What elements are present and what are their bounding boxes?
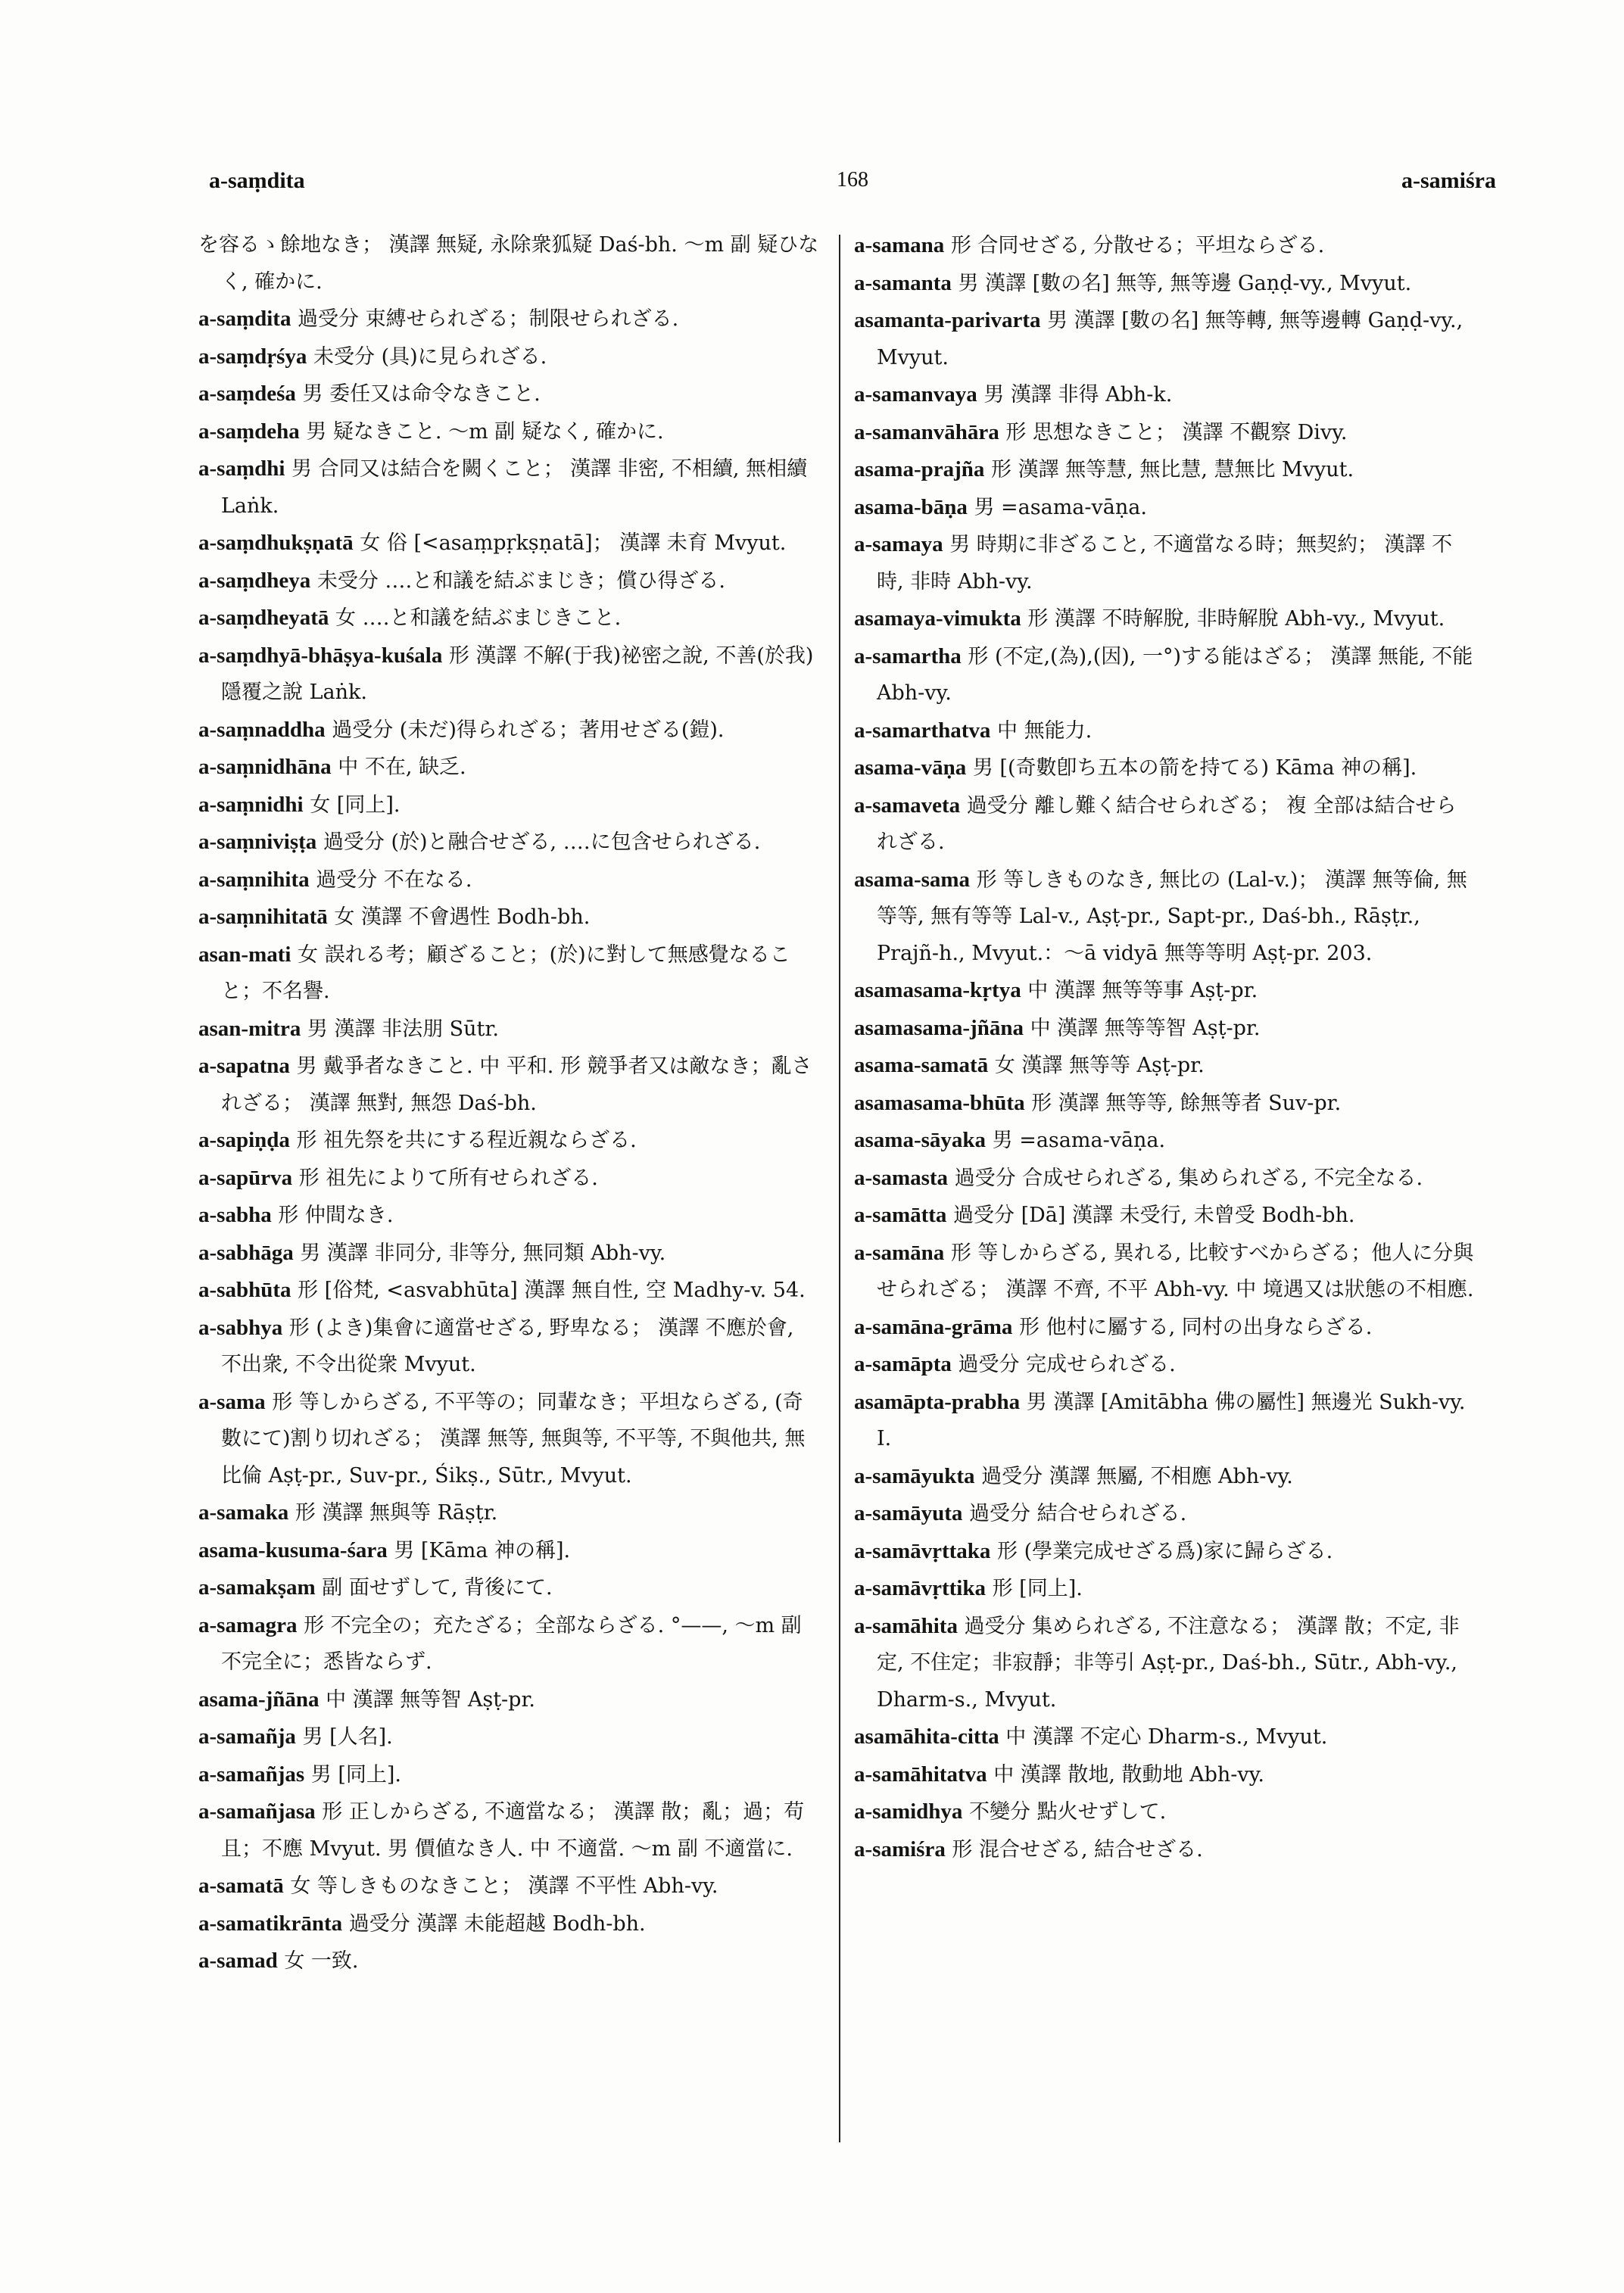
- dictionary-entry: [198, 227, 819, 301]
- dictionary-entry: [198, 1011, 819, 1048]
- entry-definition: 男 漢譯 非法朋 Sūtr.: [307, 1017, 499, 1041]
- entry-headword: asan-mati: [198, 942, 291, 967]
- entry-headword: asama-kusuma-śara: [198, 1537, 388, 1562]
- entry-definition: 未受分 ‥‥と和議を結ぶまじき；償ひ得ざる.: [316, 569, 726, 593]
- entry-definition: 形 祖先祭を共にする程近親ならざる.: [296, 1129, 637, 1152]
- entry-definition: 形 等しからざる, 異れる, 比較すべからざる；他人に分與せられざる； 漢譯 不齊, 不平 Abh-vy. 中 境遇又は狀態の不相應.: [877, 1241, 1474, 1301]
- dictionary-entry: [198, 1868, 819, 1905]
- dictionary-entry: [854, 376, 1475, 414]
- entry-definition: 形 祖先によりて所有せられざる.: [298, 1166, 598, 1190]
- entry-headword: a-samāna: [854, 1240, 945, 1265]
- entry-definition: 形 混合せざる, 結合せざる.: [952, 1837, 1203, 1862]
- entry-headword: asamāpta-prabha: [854, 1389, 1021, 1414]
- entry-headword: a-samiśra: [854, 1837, 946, 1862]
- entry-definition: 不變分 點火せずして.: [969, 1800, 1167, 1824]
- entry-headword: a-sabhya: [198, 1315, 283, 1340]
- dictionary-entry: [854, 1085, 1475, 1123]
- entry-headword: a-samagra: [198, 1612, 298, 1637]
- entry-definition: 中 漢譯 無等等智 Aṣṭ-pr.: [1030, 1016, 1261, 1040]
- dictionary-entry: [198, 1532, 819, 1570]
- entry-headword: a-saṃdhyā-bhāṣya-kuśala: [198, 643, 443, 668]
- dictionary-entry: [198, 1905, 819, 1943]
- dictionary-entry: [854, 749, 1475, 787]
- entry-definition: 未受分 (具)に見られざる.: [313, 344, 547, 369]
- entry-definition: 形 漢譯 無等慧, 無比慧, 慧無比 Mvyut.: [990, 458, 1354, 481]
- entry-definition: 形 他村に屬する, 同村の出身ならざる.: [1019, 1315, 1373, 1339]
- dictionary-entry: [198, 637, 819, 712]
- dictionary-entry: [854, 1309, 1475, 1347]
- entry-definition: 男 合同又は結合を闕くこと； 漢譯 非密, 不相續, 無相續 Laṅk.: [221, 457, 808, 518]
- entry-headword: asama-samatā: [854, 1053, 989, 1077]
- entry-headword: asamasama-bhūta: [854, 1090, 1025, 1115]
- entry-definition: 男 =asama-vāṇa.: [992, 1129, 1166, 1152]
- dictionary-entry: [854, 1793, 1475, 1831]
- entry-headword: a-samasta: [854, 1165, 949, 1190]
- dictionary-entry: [198, 1048, 819, 1122]
- dictionary-entry: [198, 1310, 819, 1384]
- dictionary-entry: [854, 638, 1475, 712]
- dictionary-entry: [198, 338, 819, 376]
- entry-headword: asamaya-vimukta: [854, 606, 1021, 631]
- entry-headword: asamanta-parivarta: [854, 308, 1041, 332]
- page-number: 168: [837, 168, 868, 192]
- entry-definition: 過受分 束縛せられざる；制限せられざる.: [298, 307, 679, 331]
- entry-definition: 形 不完全の；充たざる；全部ならざる. °——, ～m 副 不完全に；悉皆ならず.: [221, 1613, 802, 1674]
- entry-definition: 過受分 漢譯 未能超越 Bodh-bh.: [348, 1911, 646, 1936]
- entry-definition: 形 等しきものなき, 無比の (Lal-v.)； 漢譯 無等倫, 無等等, 無有等等 Lal-v., Aṣṭ-pr., Sapt-pr., Daś-bh., Rāṣṭr., Prajñ-h., Mvyut.：～ā vidyā 無等等明 Aṣṭ-pr. 203.: [877, 868, 1467, 965]
- entry-headword: a-sabha: [198, 1203, 272, 1227]
- dictionary-entry: [854, 451, 1475, 489]
- entry-headword: a-samāvṛttika: [854, 1576, 986, 1600]
- entry-definition: 中 漢譯 無等智 Aṣṭ-pr.: [326, 1687, 535, 1712]
- entry-definition: 過受分 (未だ)得られざる；著用せざる(鎧).: [332, 718, 725, 742]
- entry-definition: 男 [(奇數卽ち五本の箭を持てる) Kāma 神の稱].: [972, 756, 1417, 780]
- entry-definition: 過受分 完成せられざる.: [958, 1353, 1176, 1376]
- dictionary-entry: [198, 1160, 819, 1198]
- dictionary-entry: [854, 1831, 1475, 1869]
- entry-headword: asan-mitra: [198, 1016, 301, 1041]
- header-left-headword: a-saṃdita: [209, 168, 305, 193]
- entry-headword: a-samāvṛttaka: [854, 1538, 991, 1563]
- dictionary-entry: [854, 1495, 1475, 1533]
- entry-definition: 女 誤れる考；顧ざること；(於)に對して無感覺なること；不名譽.: [221, 942, 790, 1003]
- entry-definition: 中 漢譯 無等等事 Aṣṭ-pr.: [1027, 979, 1258, 1002]
- entry-headword: asamāhita-citta: [854, 1724, 999, 1749]
- entry-definition: 男 漢譯 非得 Abh-k.: [983, 383, 1173, 407]
- dictionary-entry: [854, 1570, 1475, 1608]
- dictionary-entry: [854, 1533, 1475, 1571]
- entry-headword: a-samāyuta: [854, 1501, 963, 1525]
- entry-headword: a-saṃdheyatā: [198, 606, 329, 630]
- entry-definition: 過受分 漢譯 無屬, 不相應 Abh-vy.: [981, 1464, 1293, 1488]
- dictionary-entry: [198, 375, 819, 413]
- entry-headword: a-sabhūta: [198, 1278, 291, 1302]
- entry-headword: a-saṃnihitatā: [198, 905, 328, 929]
- dictionary-entry: [854, 1458, 1475, 1496]
- entry-definition: 形 思想なきこと； 漢譯 不觀察 Divy.: [1005, 420, 1348, 444]
- entry-headword: asamasama-jñāna: [854, 1015, 1024, 1040]
- entry-definition: 副 面せずして, 背後にて.: [322, 1576, 553, 1600]
- entry-headword: a-samañjas: [198, 1762, 305, 1787]
- entry-headword: a-samaveta: [854, 793, 961, 818]
- entry-definition: 男 漢譯 [數の名] 無等, 無等邊 Gaṇḍ-vy., Mvyut.: [958, 271, 1412, 295]
- entry-definition: 過受分 (於)と融合せざる, ‥‥に包含せられざる.: [323, 830, 761, 854]
- entry-headword: a-saṃnaddha: [198, 717, 326, 742]
- dictionary-entry: [198, 450, 819, 525]
- dictionary-entry: [854, 489, 1475, 527]
- entry-definition: 男 [人名].: [302, 1725, 393, 1749]
- dictionary-entry: [198, 1384, 819, 1495]
- entry-headword: a-saṃnidhi: [198, 792, 304, 817]
- entry-definition: 形 (よき)集會に適當せざる, 野卑なる； 漢譯 不應於會, 不出衆, 不令出從衆 Mvyut.: [221, 1316, 794, 1376]
- entry-headword: a-samakṣam: [198, 1575, 316, 1600]
- column-divider: [839, 235, 840, 2142]
- dictionary-entry: [854, 302, 1475, 376]
- entry-headword: a-samāna-grāma: [854, 1314, 1013, 1339]
- entry-definition: 形 (不定,(為),(因), 一°)する能はざる； 漢譯 無能, 不能 Abh-vy.: [877, 644, 1473, 705]
- entry-headword: a-samidhya: [854, 1799, 963, 1824]
- entry-definition: 形 仲間なき.: [278, 1204, 394, 1227]
- entry-headword: a-samatā: [198, 1874, 284, 1898]
- entry-headword: a-saṃdita: [198, 307, 291, 331]
- entry-definition: 形 漢譯 無與等 Rāṣṭr.: [295, 1501, 498, 1525]
- entry-definition: 女 俗 [<asaṃpṛkṣṇatā]； 漢譯 未育 Mvyut.: [360, 531, 787, 555]
- entry-definition: 女 等しきものなきこと； 漢譯 不平性 Abh-vy.: [290, 1874, 718, 1898]
- entry-definition: 男 [同上].: [310, 1762, 401, 1787]
- entry-definition: 女 一致.: [284, 1949, 359, 1973]
- entry-headword: a-saṃdhi: [198, 456, 285, 481]
- right-column: [854, 227, 1475, 1868]
- dictionary-entry: [854, 227, 1475, 265]
- entry-headword: a-sapiṇḍa: [198, 1128, 290, 1152]
- entry-headword: a-samad: [198, 1949, 278, 1973]
- entry-headword: asama-prajña: [854, 457, 985, 481]
- dictionary-entry: [198, 824, 819, 861]
- entry-headword: a-samātta: [854, 1203, 947, 1227]
- entry-definition: 男 [Kāma 神の稱].: [394, 1538, 571, 1562]
- entry-definition: 女 漢譯 不會遇性 Bodh-bh.: [334, 905, 591, 929]
- entry-definition: 形 正しからざる, 不適當なる； 漢譯 散；亂；過；苟且；不應 Mvyut. 男 價値なき人. 中 不適當. ～m 副 不適當に.: [221, 1800, 805, 1861]
- header-right-headword: a-samiśra: [1401, 168, 1496, 193]
- entry-headword: a-samaya: [854, 532, 943, 556]
- entry-headword: a-saṃdhukṣṇatā: [198, 531, 354, 555]
- entry-definition: 形 漢譯 不解(于我)祕密之說, 不善(於我)隱覆之說 Laṅk.: [221, 643, 814, 704]
- dictionary-entry: [198, 413, 819, 451]
- entry-definition: 男 時期に非ざること, 不適當なる時；無契約； 漢譯 不時, 非時 Abh-vy.: [877, 533, 1453, 594]
- entry-headword: a-saṃdeha: [198, 419, 300, 444]
- entry-definition: 過受分 合成せられざる, 集められざる, 不完全なる.: [954, 1166, 1423, 1190]
- dictionary-entry: [854, 712, 1475, 750]
- entry-headword: a-saṃdheya: [198, 568, 311, 593]
- entry-headword: a-saṃniviṣṭa: [198, 830, 317, 854]
- entry-definition: 形 [俗梵, <asvabhūta] 漢譯 無自性, 空 Madhy-v. 54.: [298, 1279, 806, 1302]
- entry-definition: 女 ‥‥と和議を結ぶまじきこと.: [335, 606, 622, 630]
- dictionary-entry: [854, 526, 1475, 600]
- entry-definition: 男 漢譯 非同分, 非等分, 無同類 Abh-vy.: [300, 1241, 666, 1265]
- entry-definition: 男 疑なきこと. ～m 副 疑なく, 確かに.: [306, 419, 664, 444]
- running-header: [209, 168, 1496, 206]
- entry-definition: 形 漢譯 不時解脫, 非時解脫 Abh-vy., Mvyut.: [1027, 607, 1445, 631]
- entry-definition: 男 漢譯 [Amitābha 佛の屬性] 無邊光 Sukh-vy. I.: [877, 1390, 1466, 1450]
- dictionary-entry: [198, 1494, 819, 1532]
- dictionary-entry: [198, 712, 819, 749]
- dictionary-entry: [854, 1384, 1475, 1458]
- entry-headword: a-samañja: [198, 1724, 296, 1749]
- dictionary-entry: [198, 899, 819, 936]
- dictionary-entry: [198, 525, 819, 562]
- dictionary-entry: [854, 1756, 1475, 1794]
- entry-headword: asamasama-kṛtya: [854, 978, 1021, 1002]
- entry-headword: a-sama: [198, 1389, 266, 1414]
- entry-headword: a-saṃdṛśya: [198, 344, 307, 369]
- dictionary-entry: [198, 1607, 819, 1681]
- entry-headword: a-saṃdeśa: [198, 382, 296, 406]
- entry-definition: 過受分 結合せられざる.: [968, 1502, 1187, 1525]
- dictionary-entry: [198, 1756, 819, 1794]
- dictionary-entry: [198, 1943, 819, 1980]
- dictionary-entry: [198, 1197, 819, 1235]
- entry-headword: a-samanvaya: [854, 382, 977, 407]
- dictionary-entry: [198, 749, 819, 787]
- entry-definition: 中 漢譯 不定心 Dharm-s., Mvyut.: [1005, 1725, 1328, 1749]
- entry-definition: 中 漢譯 散地, 散動地 Abh-vy.: [993, 1762, 1264, 1787]
- entry-headword: a-samañjasa: [198, 1799, 316, 1824]
- entry-definition: 女 漢譯 無等等 Aṣṭ-pr.: [994, 1054, 1205, 1077]
- dictionary-entry: [854, 1346, 1475, 1384]
- dictionary-entry: [854, 1608, 1475, 1719]
- entry-definition: 男 漢譯 [數の名] 無等轉, 無等邊轉 Gaṇḍ-vy., Mvyut.: [877, 309, 1463, 369]
- dictionary-entry: [198, 787, 819, 824]
- dictionary-entry: [854, 414, 1475, 452]
- dictionary-entry: [854, 1197, 1475, 1235]
- dictionary-entry: [854, 1047, 1475, 1085]
- entry-headword: a-sapatna: [198, 1054, 290, 1078]
- entry-headword: a-samāhita: [854, 1613, 958, 1638]
- entry-headword: a-samāyukta: [854, 1463, 975, 1488]
- entry-headword: a-samāpta: [854, 1352, 952, 1376]
- left-column: [198, 227, 819, 1980]
- entry-definition: 過受分 不在なる.: [316, 868, 472, 892]
- entry-definition: 形 漢譯 無等等, 餘無等者 Suv-pr.: [1031, 1091, 1342, 1115]
- entry-definition: 男 戴爭者なきこと. 中 平和. 形 競爭者又は敵なき；亂されざる； 漢譯 無對, 無怨 Daś-bh.: [221, 1055, 812, 1115]
- entry-headword: asama-bāṇa: [854, 494, 968, 519]
- entry-headword: a-samana: [854, 233, 945, 257]
- dictionary-entry: [198, 1569, 819, 1607]
- dictionary-entry: [854, 787, 1475, 861]
- dictionary-entry: [198, 301, 819, 338]
- dictionary-entry: [854, 1718, 1475, 1756]
- dictionary-entry: [198, 562, 819, 600]
- entry-definition: 中 無能力.: [997, 718, 1093, 743]
- entry-headword: a-samatikrānta: [198, 1911, 343, 1936]
- entry-definition: 女 [同上].: [310, 793, 401, 817]
- dictionary-entry: [854, 1235, 1475, 1309]
- entry-headword: asama-vāṇa: [854, 756, 967, 780]
- dictionary-entry: [854, 600, 1475, 638]
- entry-headword: a-saṃnidhāna: [198, 755, 332, 779]
- dictionary-entry: [854, 972, 1475, 1010]
- dictionary-entry: [854, 1122, 1475, 1160]
- entry-headword: a-samāhitatva: [854, 1762, 987, 1787]
- dictionary-entry: [198, 1272, 819, 1310]
- entry-headword: asama-sama: [854, 867, 971, 892]
- dictionary-entry: [198, 600, 819, 637]
- dictionary-entry: [198, 1718, 819, 1756]
- entry-headword: asama-sāyaka: [854, 1128, 987, 1152]
- entry-definition: を容るゝ餘地なき； 漢譯 無疑, 永除衆狐疑 Daś-bh. ～m 副 疑ひなく, 確かに.: [198, 233, 819, 294]
- entry-definition: 過受分 離し難く結合せられざる； 複 全部は結合せられざる.: [877, 793, 1457, 854]
- entry-headword: a-saṃnihita: [198, 867, 310, 892]
- entry-headword: a-sapūrva: [198, 1165, 293, 1190]
- dictionary-entry: [854, 265, 1475, 303]
- entry-definition: 男 =asama-vāṇa.: [974, 495, 1147, 519]
- entry-definition: 形 (學業完成せざる爲)家に歸らざる.: [997, 1539, 1333, 1563]
- entry-definition: 過受分 集められざる, 不注意なる； 漢譯 散；不定, 非定, 不住定；非寂靜；非等引 Aṣṭ-pr., Daś-bh., Sūtr., Abh-vy., Dharm-s., Mvyut.: [877, 1614, 1460, 1712]
- dictionary-entry: [198, 1681, 819, 1719]
- entry-definition: 男 委任又は命令なきこと.: [302, 382, 541, 406]
- entry-definition: 形 [同上].: [992, 1577, 1083, 1600]
- dictionary-entry: [198, 1793, 819, 1868]
- dictionary-entry: [854, 861, 1475, 973]
- entry-headword: a-samarthatva: [854, 718, 991, 743]
- entry-headword: a-samaka: [198, 1500, 289, 1525]
- entry-definition: 過受分 [Dā] 漢譯 未受行, 未曾受 Bodh-bh.: [953, 1204, 1355, 1227]
- dictionary-entry: [198, 1122, 819, 1160]
- entry-headword: asama-jñāna: [198, 1687, 320, 1712]
- entry-definition: 中 不在, 缺乏.: [338, 756, 466, 779]
- entry-definition: 形 合同せざる, 分散せる；平坦ならざる.: [950, 234, 1325, 257]
- dictionary-entry: [198, 936, 819, 1011]
- entry-headword: a-samanta: [854, 270, 952, 295]
- entry-headword: a-samartha: [854, 643, 962, 668]
- dictionary-entry: [854, 1010, 1475, 1048]
- entry-definition: 形 等しからざる, 不平等の；同輩なき；平坦ならざる, (奇數にて)割り切れざる； 漢譯 無等, 無與等, 不平等, 不與他共, 無比倫 Aṣṭ-pr., Suv-pr., Śikṣ., Sūtr., Mvyut.: [221, 1390, 806, 1488]
- entry-headword: a-samanvāhāra: [854, 419, 999, 444]
- dictionary-entry: [198, 861, 819, 899]
- dictionary-entry: [854, 1160, 1475, 1198]
- dictionary-entry: [198, 1235, 819, 1273]
- entry-headword: a-sabhāga: [198, 1240, 294, 1265]
